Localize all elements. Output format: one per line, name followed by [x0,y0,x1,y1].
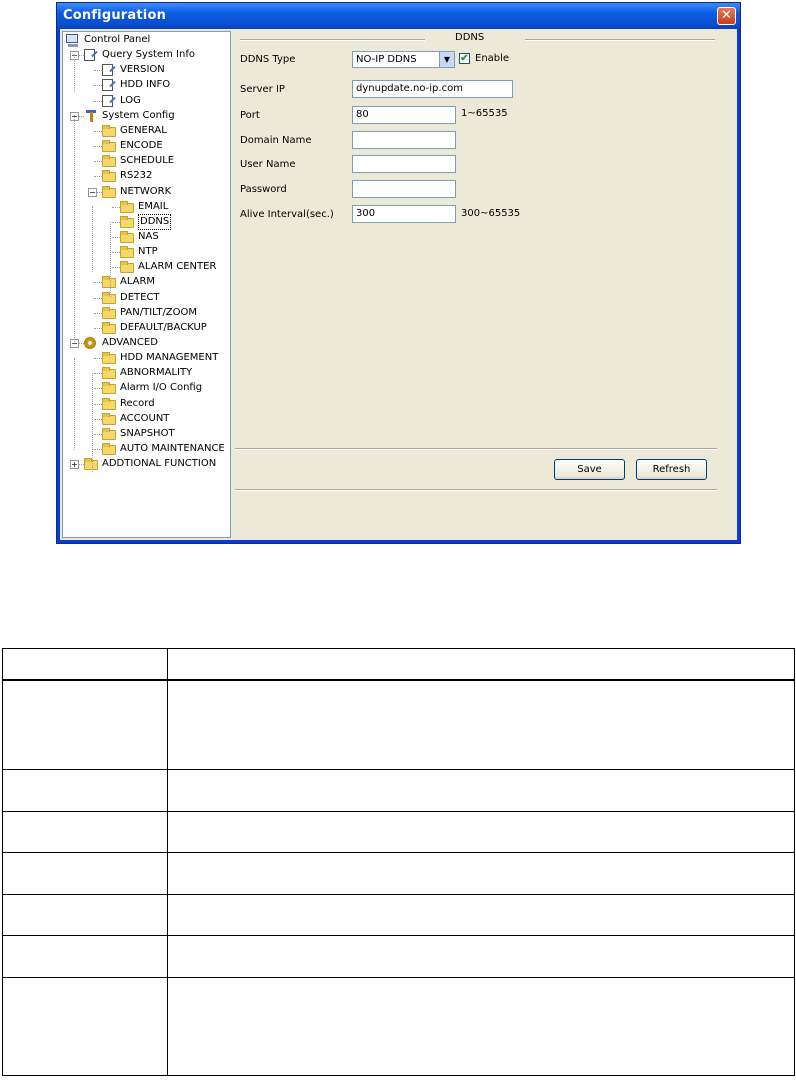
table-cell [3,936,168,978]
tree-connector [94,449,102,450]
folder-icon [102,157,116,167]
tree-connector [94,358,102,359]
notepad-icon [102,95,113,107]
table-header-cell [3,649,168,680]
collapse-icon[interactable]: − [71,339,78,348]
alive-interval-range: 300~65535 [461,208,521,219]
tree-node-label: ADVANCED [102,337,158,348]
enable-label: Enable [475,53,510,64]
table-row [3,853,795,895]
folder-icon [102,172,116,182]
group-line-right [525,39,715,40]
table-cell [3,853,168,895]
tree-connector [94,131,102,132]
tree-connector [92,206,93,272]
tree-connector [94,298,102,299]
folder-icon [102,354,116,364]
save-button[interactable]: Save [554,459,625,480]
tree-connector [110,222,111,297]
tree-connector [74,115,75,342]
table-row [3,680,795,770]
tree-node-label: ACCOUNT [120,413,170,424]
tree-node-label: PAN/TILT/ZOOM [120,307,198,318]
group-title: DDNS [455,32,485,43]
table-row [3,812,795,853]
notepad-icon [102,64,113,76]
separator-bottom [235,489,717,490]
tree-node-label: DEFAULT/BACKUP [120,322,207,333]
title-bar[interactable] [57,3,740,29]
collapse-icon[interactable]: − [71,51,78,60]
parameter-table [2,648,795,1076]
tree-version[interactable] [63,63,230,77]
separator-top [235,448,717,449]
tree-snapshot[interactable] [63,427,230,441]
tree-node-label: GENERAL [120,125,167,136]
tree-abnormality[interactable] [63,366,230,380]
chevron-down-icon[interactable]: ▼ [439,52,454,67]
tree-system-config[interactable] [63,109,230,123]
folder-icon [102,324,116,334]
notepad-icon [84,49,95,61]
tree-record[interactable] [63,397,230,411]
tree-node-label: SNAPSHOT [120,428,175,439]
window-title: Configuration [63,8,167,23]
tree-network[interactable] [63,185,230,199]
tree-node-label: LOG [120,95,141,106]
user-name-input[interactable] [352,155,456,173]
tree-connector [94,373,102,374]
tree-connector [74,358,75,450]
tree-node-label: DETECT [120,292,160,303]
table-cell [3,895,168,936]
server-ip-input[interactable]: dynupdate.no-ip.com [352,80,513,98]
tree-addtional-function[interactable] [63,457,230,471]
tree-node-label: HDD INFO [120,79,171,90]
tree-node-label: System Config [102,110,175,121]
folder-icon [102,430,116,440]
tree-general[interactable] [63,124,230,138]
folder-icon [84,460,98,470]
folder-icon [102,294,116,304]
tools-icon [84,110,98,122]
folder-icon [120,263,134,273]
folder-icon [120,248,134,258]
password-label: Password [240,184,287,195]
tree-node-label: HDD MANAGEMENT [120,352,219,363]
tree-node-label: NAS [138,231,159,242]
server-ip-label: Server IP [240,84,285,95]
folder-icon [102,369,116,379]
folder-icon [102,188,116,198]
folder-icon [102,142,116,152]
tree-node-label: SCHEDULE [120,155,175,166]
tree-node-label: NTP [138,246,158,257]
table-cell [3,770,168,812]
tree-connector [94,282,102,283]
tree-alarm-io-config[interactable] [63,381,230,395]
tree-connector [94,146,102,147]
folder-icon [102,384,116,394]
tree-node-label: ALARM CENTER [138,261,217,272]
folder-icon [120,233,134,243]
tree-connector [112,252,120,253]
table-cell [3,812,168,853]
tree-node-label: DDNS [138,214,171,230]
tree-node-label: AUTO MAINTENANCE [120,443,225,454]
port-range: 1~65535 [461,108,508,119]
tree-connector [94,328,102,329]
tree-rs232[interactable] [63,169,230,183]
tree-email[interactable] [63,200,230,214]
tree-node-label: Query System Info [102,49,195,60]
table-cell [3,680,168,770]
config-tree[interactable] [62,31,231,538]
tree-node-label: ABNORMALITY [120,367,193,378]
tree-alarm-center[interactable] [63,260,230,274]
table-row [3,770,795,812]
tree-connector [74,54,75,92]
table-header-row [3,649,795,680]
tree-ntp[interactable] [63,245,230,259]
folder-icon [120,218,134,228]
tree-connector [94,85,102,86]
tree-advanced[interactable] [63,336,230,350]
tree-connector [94,419,102,420]
table-row [3,978,795,1076]
refresh-button[interactable]: Refresh [636,459,707,480]
tree-hdd-info[interactable] [63,78,230,92]
tree-node-label: ENCODE [120,140,163,151]
tree-node-label: EMAIL [138,201,169,212]
table-cell [168,680,795,770]
domain-name-label: Domain Name [240,135,312,146]
gear-icon [84,337,96,349]
folder-icon [102,278,116,288]
folder-icon [102,127,116,137]
folder-icon [102,400,116,410]
table-cell [168,812,795,853]
port-label: Port [240,110,260,121]
tree-encode[interactable] [63,139,230,153]
configuration-window [56,2,741,544]
table-cell [168,895,795,936]
port-input[interactable]: 80 [352,106,456,124]
tree-connector [112,267,120,268]
tree-connector [94,176,102,177]
tree-connector [112,207,120,208]
computer-icon [66,34,78,43]
folder-icon [102,445,116,455]
ddns-type-select[interactable] [352,51,455,68]
tree-connector [94,404,102,405]
table-cell [168,770,795,812]
user-name-label: User Name [240,159,296,170]
ddns-type-value: NO-IP DDNS [356,54,417,65]
alive-interval-input[interactable]: 300 [352,205,456,223]
table-row [3,936,795,978]
tree-pan-tilt-zoom[interactable] [63,306,230,320]
tree-node-label: ADDTIONAL FUNCTION [102,458,217,469]
table-header-cell [168,649,795,680]
tree-nas[interactable] [63,230,230,244]
tree-log[interactable] [63,94,230,108]
tree-detect[interactable] [63,291,230,305]
domain-name-input[interactable] [352,131,456,149]
tree-account[interactable] [63,412,230,426]
expand-icon[interactable]: + [71,460,78,469]
tree-control-panel[interactable] [63,33,230,47]
tree-node-label: Record [120,398,155,409]
enable-checkbox[interactable]: ✔ [460,53,469,64]
tree-node-label: Alarm I/O Config [120,382,203,393]
window-client-area [60,29,737,540]
tree-connector [92,373,93,472]
tree-node-label: RS232 [120,170,153,181]
tree-connector [94,161,102,162]
tree-default-backup[interactable] [63,321,230,335]
tree-connector [94,313,102,314]
close-button[interactable]: ✕ [717,7,736,25]
ddns-type-label: DDNS Type [240,54,296,65]
tree-query-system-info[interactable] [63,48,230,62]
tree-connector [112,237,120,238]
tree-connector [94,388,102,389]
tree-connector [112,222,120,223]
tree-auto-maintenance[interactable] [63,442,230,456]
tree-connector [94,101,102,102]
tree-connector [94,70,102,71]
tree-alarm[interactable] [63,275,230,289]
group-line-left [240,39,425,40]
tree-hdd-management[interactable] [63,351,230,365]
tree-connector [94,434,102,435]
tree-node-label: NETWORK [120,186,172,197]
password-input[interactable] [352,180,456,198]
folder-icon [120,203,134,213]
collapse-icon[interactable]: − [89,188,96,197]
folder-icon [102,309,116,319]
table-cell [168,936,795,978]
folder-icon [102,415,116,425]
tree-node-label: Control Panel [84,34,151,45]
collapse-icon[interactable]: − [71,112,78,121]
ddns-panel [235,29,737,540]
tree-schedule[interactable] [63,154,230,168]
table-cell [3,978,168,1076]
table-row [3,895,795,936]
table-cell [168,978,795,1076]
tree-node-label: VERSION [120,64,165,75]
alive-interval-label: Alive Interval(sec.) [240,209,334,220]
tree-ddns[interactable] [63,215,230,229]
table-cell [168,853,795,895]
notepad-icon [102,79,113,91]
tree-node-label: ALARM [120,276,156,287]
